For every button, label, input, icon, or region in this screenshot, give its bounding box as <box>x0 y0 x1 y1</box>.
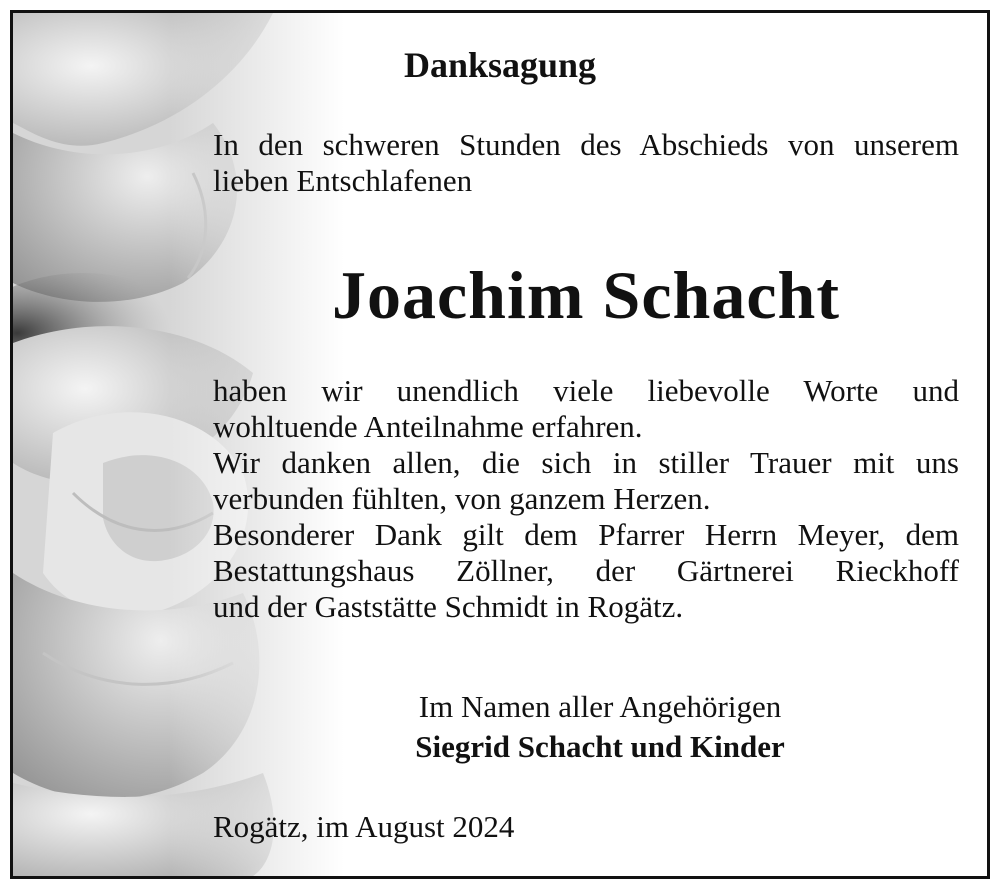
body-line: Besonderer Dank gilt dem Pfarrer Herrn Meyer, dem <box>213 517 959 552</box>
intro-line: lieben Entschlafenen <box>213 163 473 198</box>
thanks-paragraph <box>213 373 959 625</box>
intro-paragraph <box>213 127 959 199</box>
body-line: Bestattungshaus Zöllner, der Gärtnerei Rieckhoff <box>213 553 959 588</box>
body-line: wohltuende Anteilnahme erfahren. <box>213 409 643 444</box>
notice-text-area <box>13 13 987 876</box>
body-line: haben wir unendlich viele liebevolle Worte und <box>213 373 959 408</box>
body-line: Wir danken allen, die sich in stiller Trauer mit uns <box>213 445 959 480</box>
obituary-notice <box>10 10 990 879</box>
signature-names: Siegrid Schacht und Kinder <box>415 729 785 764</box>
body-line: verbunden fühlten, von ganzem Herzen. <box>213 481 711 516</box>
signature-label: Im Namen aller Angehörigen <box>418 689 782 724</box>
place-date: Rogätz, im August 2024 <box>213 809 515 844</box>
body-line: und der Gaststätte Schmidt in Rogätz. <box>213 589 684 624</box>
notice-heading: Danksagung <box>403 45 597 85</box>
intro-line: In den schweren Stunden des Abschieds von unserem <box>213 127 959 162</box>
deceased-name: Joachim Schacht <box>332 257 840 333</box>
